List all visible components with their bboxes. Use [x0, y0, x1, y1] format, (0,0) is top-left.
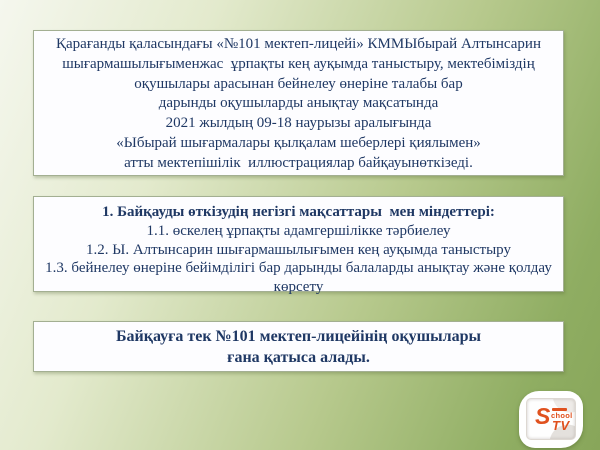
logo-text-tv: TV [552, 418, 570, 433]
logo-letter-s: S [535, 403, 551, 429]
school-tv-logo-card [526, 398, 576, 440]
intro-line: «Ыбырай шығармалары қылқалам шеберлері қиялымен» [116, 134, 481, 151]
goals-title: 1. Байқауды өткізудің негізгі мақсаттары мен міндеттері: [102, 204, 495, 220]
goals-item: 1.3. бейнелеу өнеріне бейімділігі бар дарынды балаларды анықтау және қолдау [45, 260, 552, 277]
school-tv-logo [519, 391, 583, 448]
intro-line: атты мектепішілік иллюстрациялар байқауынөткізеді. [124, 154, 473, 171]
intro-line: дарынды оқушыларды анықтау мақсатында [158, 95, 439, 112]
intro-line: 2021 жылдың 09-18 наурызы аралығында [165, 115, 432, 132]
goals-text-box [33, 196, 564, 296]
goals-item: 1.2. Ы. Алтынсарин шығармашылығымен кең ауқымда таныстыру [86, 241, 511, 258]
participants-line: Байқауға тек №101 мектеп-лицейінің оқушылары [115, 327, 482, 345]
intro-line: шығармашылығыменжас ұрпақты кең ауқымда таныстыру, мектебіміздің [62, 55, 535, 72]
intro-line: оқушылары арасынан бейнелеу өнеріне талабы бар [134, 75, 463, 92]
logo-text-chool: chool [551, 411, 573, 420]
participants-line: ғана қатыса алады. [227, 348, 370, 366]
intro-text-box [33, 30, 564, 176]
intro-line: Қарағанды қаласындағы «№101 мектеп-лицейі» КММЫбырай Алтынсарин [56, 36, 541, 52]
participants-text-box [33, 321, 564, 372]
goals-item: 1.1. өскелең ұрпақты адамгершілікке тәрбиелеу [146, 222, 451, 239]
goals-item: көрсету [273, 279, 324, 296]
